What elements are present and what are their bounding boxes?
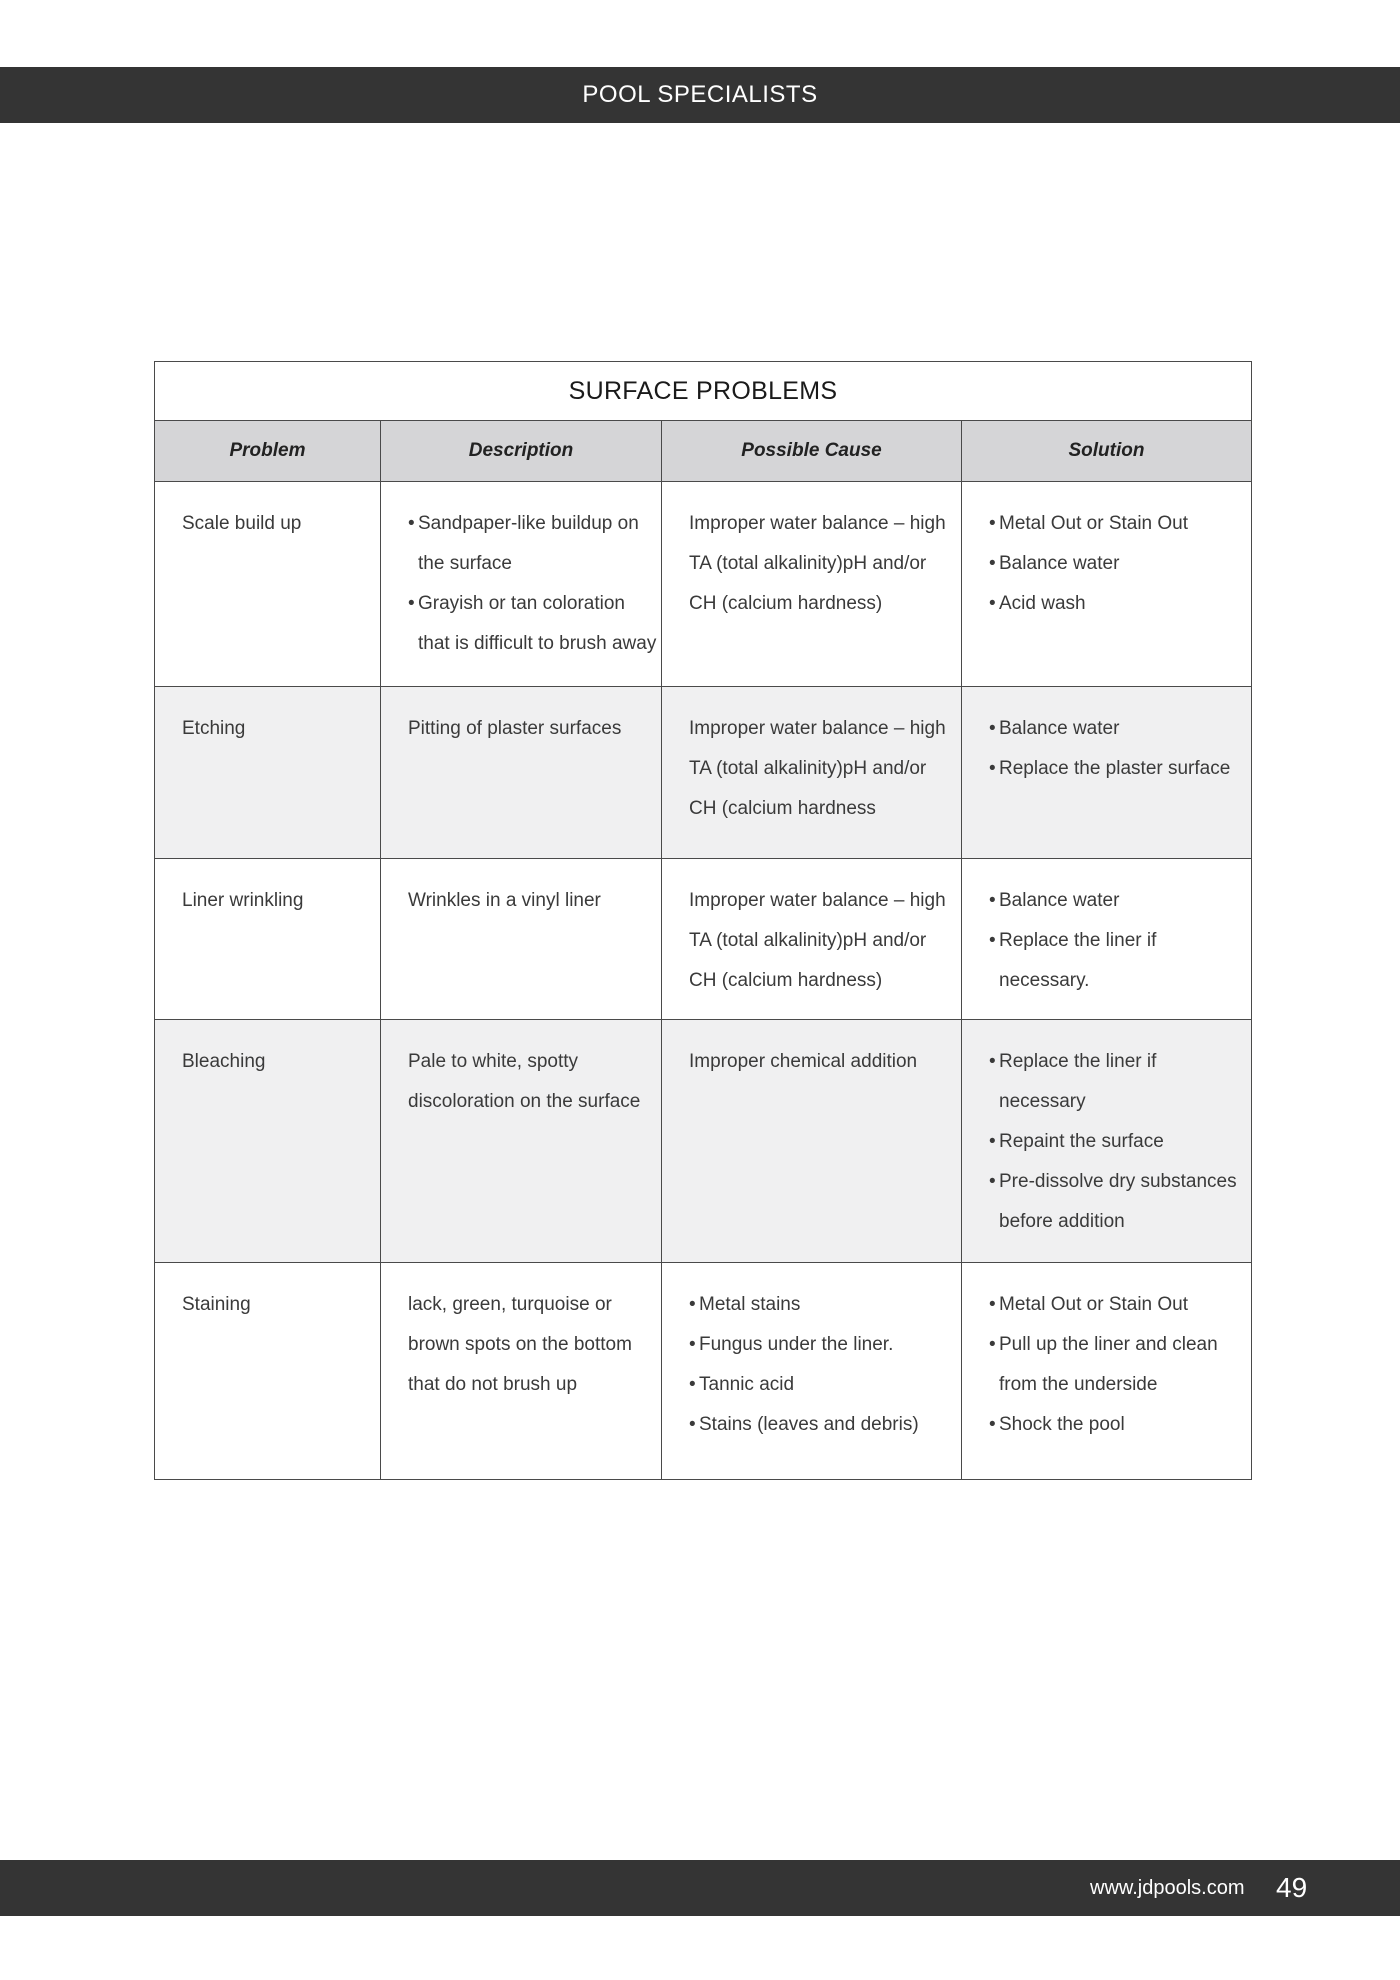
bullet-item: • Pre-dissolve dry substances — [989, 1162, 1251, 1202]
table-row — [155, 687, 1251, 859]
bullet-item: • Sandpaper-like buildup on — [408, 504, 661, 544]
table-row — [155, 1263, 1251, 1479]
text-line: Improper water balance – high — [689, 718, 946, 739]
text-line: necessary — [999, 1091, 1086, 1112]
text-line: Improper water balance – high — [689, 513, 946, 534]
header-title: POOL SPECIALISTS — [582, 81, 818, 108]
footer-url: www.jdpools.com — [1090, 1877, 1245, 1899]
cell-description — [381, 1020, 662, 1262]
bullet-item: • Shock the pool — [989, 1405, 1251, 1445]
problem-text: Liner wrinkling — [182, 890, 304, 911]
cell-description — [381, 687, 662, 858]
cell-problem — [155, 687, 381, 858]
problem-text: Bleaching — [182, 1051, 266, 1072]
table-header-row — [155, 421, 1251, 482]
text-line: CH (calcium hardness — [689, 798, 876, 819]
text-line: that do not brush up — [408, 1374, 578, 1395]
text-line: Improper chemical addition — [689, 1051, 918, 1072]
cell-possible-cause — [662, 687, 962, 858]
bullet-item: • Balance water — [989, 544, 1251, 584]
text-line: the surface — [418, 553, 512, 574]
bullet-item: • Stains (leaves and debris) — [689, 1405, 961, 1445]
text-line: TA (total alkalinity)pH and/or — [689, 758, 927, 779]
page-number: 49 — [1276, 1872, 1308, 1903]
problem-text: Scale build up — [182, 513, 302, 534]
problem-text: Etching — [182, 718, 246, 739]
text-line: brown spots on the bottom — [408, 1334, 632, 1355]
cell-solution — [962, 1263, 1251, 1479]
table-row — [155, 1020, 1251, 1263]
header-bar — [0, 67, 1400, 123]
text-line: discoloration on the surface — [408, 1091, 641, 1112]
table-row — [155, 482, 1251, 687]
text-line: Wrinkles in a vinyl liner — [408, 890, 601, 911]
bullet-item: • Grayish or tan coloration — [408, 584, 661, 624]
text-line: Improper water balance – high — [689, 890, 946, 911]
cell-description — [381, 859, 662, 1019]
problem-text: Staining — [182, 1294, 251, 1315]
text-line: before addition — [999, 1211, 1125, 1232]
bullet-item: • Repaint the surface — [989, 1122, 1251, 1162]
text-line: necessary. — [999, 970, 1090, 991]
bullet-item: • Metal Out or Stain Out — [989, 1285, 1251, 1325]
bullet-item: • Pull up the liner and clean — [989, 1325, 1251, 1365]
text-line: lack, green, turquoise or — [408, 1294, 612, 1315]
bullet-item: • Acid wash — [989, 584, 1251, 624]
table-title: SURFACE PROBLEMS — [155, 362, 1251, 421]
cell-solution — [962, 482, 1251, 686]
text-line: from the underside — [999, 1374, 1158, 1395]
cell-solution — [962, 687, 1251, 858]
text-line: TA (total alkalinity)pH and/or — [689, 930, 927, 951]
cell-problem — [155, 482, 381, 686]
column-header-description: Description — [381, 421, 662, 481]
bullet-item: • Balance water — [989, 881, 1251, 921]
cell-description — [381, 1263, 662, 1479]
cell-possible-cause — [662, 1020, 962, 1262]
table-row — [155, 859, 1251, 1020]
text-line: CH (calcium hardness) — [689, 593, 883, 614]
text-line: that is difficult to brush away — [418, 633, 657, 654]
bullet-item: • Tannic acid — [689, 1365, 961, 1405]
cell-problem — [155, 1263, 381, 1479]
bullet-item: • Replace the liner if — [989, 1042, 1251, 1082]
bullet-item: • Metal stains — [689, 1285, 961, 1325]
column-header-problem: Problem — [155, 421, 381, 481]
text-line: Pitting of plaster surfaces — [408, 718, 622, 739]
cell-possible-cause — [662, 859, 962, 1019]
bullet-item: • Replace the liner if — [989, 921, 1251, 961]
column-header-possible-cause: Possible Cause — [662, 421, 962, 481]
surface-problems-table — [154, 361, 1252, 1480]
cell-solution — [962, 859, 1251, 1019]
cell-problem — [155, 859, 381, 1019]
text-line: TA (total alkalinity)pH and/or — [689, 553, 927, 574]
cell-solution — [962, 1020, 1251, 1262]
cell-problem — [155, 1020, 381, 1262]
cell-possible-cause — [662, 1263, 962, 1479]
cell-description — [381, 482, 662, 686]
column-header-solution: Solution — [1068, 440, 1145, 461]
bullet-item: • Replace the plaster surface — [989, 749, 1251, 789]
bullet-item: • Fungus under the liner. — [689, 1325, 961, 1365]
cell-possible-cause — [662, 482, 962, 686]
text-line: CH (calcium hardness) — [689, 970, 883, 991]
bullet-item: • Metal Out or Stain Out — [989, 504, 1251, 544]
bullet-item: • Balance water — [989, 709, 1251, 749]
footer-bar — [0, 1860, 1400, 1916]
text-line: Pale to white, spotty — [408, 1051, 579, 1072]
